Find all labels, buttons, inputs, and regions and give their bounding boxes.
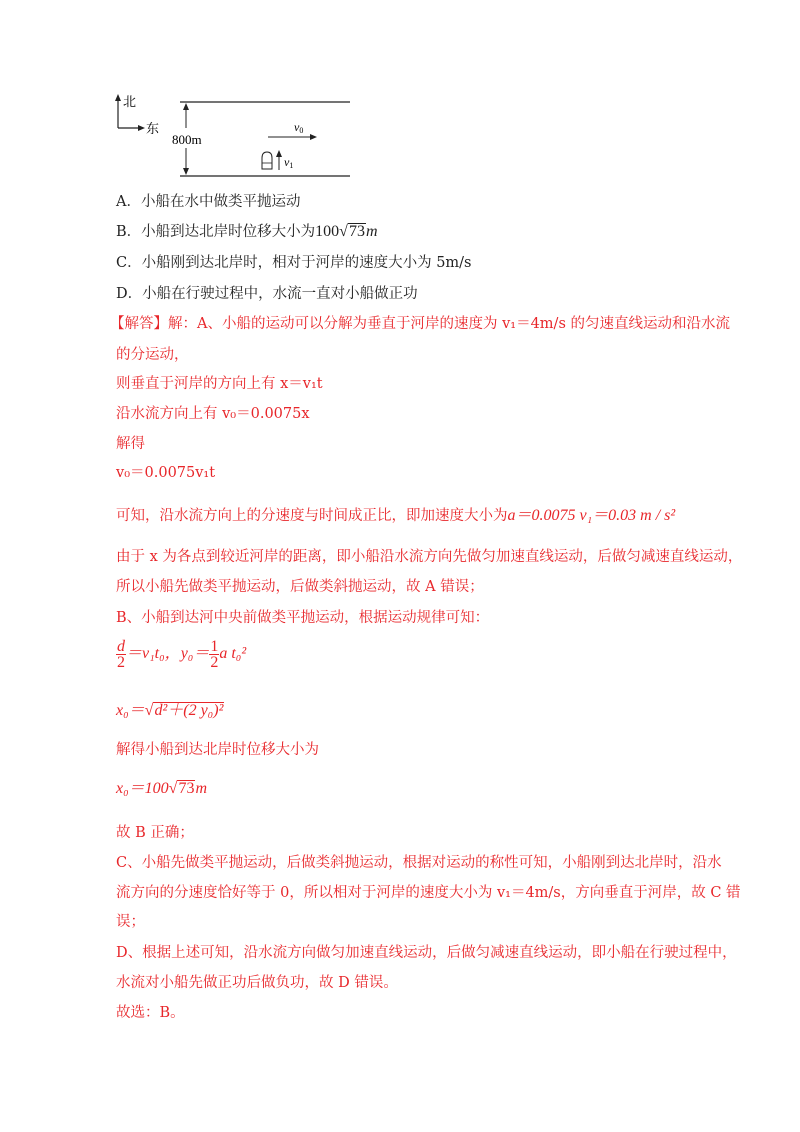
north-label: 北 <box>123 94 137 109</box>
v1-arrow-head <box>276 150 282 157</box>
answer-line-9: 所以小船先做类平抛运动，后做类斜抛运动，故 A 错误； <box>116 579 484 595</box>
answer-line-14: 流方向的分速度恰好等于 0，所以相对于河岸的速度大小为 v₁＝4m/s，方向垂直于河岸，故 C 错 <box>116 885 741 901</box>
fraction-one-half: $\frac{1}{2}$ <box>210 637 219 671</box>
answer-line-11: 解得小船到达北岸时位移大小为 <box>116 742 319 758</box>
answer-line-12: 故 B 正确； <box>116 825 194 841</box>
answer-line-18: 故选：B。 <box>116 1005 185 1021</box>
answer-line-7-text: 可知，沿水流方向上的分速度与时间成正比，即加速度大小为 <box>116 508 508 524</box>
east-label: 东 <box>146 121 160 136</box>
equation-2-radicand: d²＋(2 y₀)² <box>154 702 224 719</box>
option-a: A．小船在水中做类平抛运动 <box>116 194 301 210</box>
v0-label: v0 <box>294 120 304 135</box>
answer-line-7 <box>116 506 675 526</box>
answer-line-1 <box>110 314 730 334</box>
option-b: B．小船到达北岸时位移大小为100√73m <box>116 223 378 240</box>
option-b-text: B．小船到达北岸时位移大小为 <box>116 224 316 240</box>
north-arrow-icon <box>115 94 121 101</box>
answer-line-13: C、小船先做类平抛运动，后做类斜抛运动，根据对运动的称性可知，小船刚到达北岸时，沿水 <box>116 855 722 871</box>
boat-icon <box>262 152 272 169</box>
answer-line-5: 解得 <box>116 436 145 452</box>
width-arrow-down-head <box>183 168 189 175</box>
option-b-unit: m <box>365 223 378 240</box>
option-b-root: 73 <box>348 223 365 240</box>
width-label: 800m <box>172 132 202 147</box>
equation-3-radicand: 73 <box>178 780 195 797</box>
width-arrow-up-head <box>183 103 189 110</box>
fraction-d-over-2: $\frac{d}{2}$ <box>117 637 125 671</box>
river-diagram <box>112 90 362 186</box>
answer-line-17: 水流对小船先做正功后做负功，故 D 错误。 <box>116 975 398 991</box>
option-d: D．小船在行驶过程中，水流一直对小船做正功 <box>116 286 418 302</box>
v1-label: v1 <box>284 155 294 170</box>
answer-line-8: 由于 x 为各点到较近河岸的距离，即小船沿水流方向先做匀加速直线运动，后做匀减速直线运动， <box>116 549 743 565</box>
option-b-coef: 100 <box>315 223 340 240</box>
answer-line-4: 沿水流方向上有 v₀＝0.0075x <box>116 406 310 422</box>
answer-line-16: D、根据上述可知，沿水流方向做匀加速直线运动，后做匀减速直线运动，即小船在行驶过程中， <box>116 945 737 961</box>
acceleration-formula: a＝0.0075 v₁＝0.03 m / s² <box>507 507 676 524</box>
answer-line-1-text: 解：A、小船的运动可以分解为垂直于河岸的速度为 v₁＝4m/s 的匀速直线运动和沿水流 <box>168 316 730 332</box>
answer-line-6: v₀＝0.0075v₁t <box>116 465 216 481</box>
east-arrow-icon <box>138 125 145 131</box>
answer-line-3: 则垂直于河岸的方向上有 x＝v₁t <box>116 376 323 392</box>
equation-1: $\frac{d}{2}$ ＝v₁t₀，y₀＝ $\frac{1}{2}$ a t₀² <box>117 637 247 671</box>
equation-3: x₀＝100√73m <box>116 780 208 797</box>
answer-line-10: B、小船到达河中央前做类平抛运动，根据运动规律可知： <box>116 610 490 626</box>
option-c: C．小船刚到达北岸时，相对于河岸的速度大小为 5m/s <box>116 255 472 271</box>
answer-line-15: 误； <box>116 914 145 930</box>
answer-line-2: 的分运动， <box>116 347 189 363</box>
answer-tag: 【解答】 <box>110 316 168 332</box>
equation-2: x₀＝√d²＋(2 y₀)² <box>116 702 224 719</box>
v0-arrow-head <box>310 134 317 140</box>
